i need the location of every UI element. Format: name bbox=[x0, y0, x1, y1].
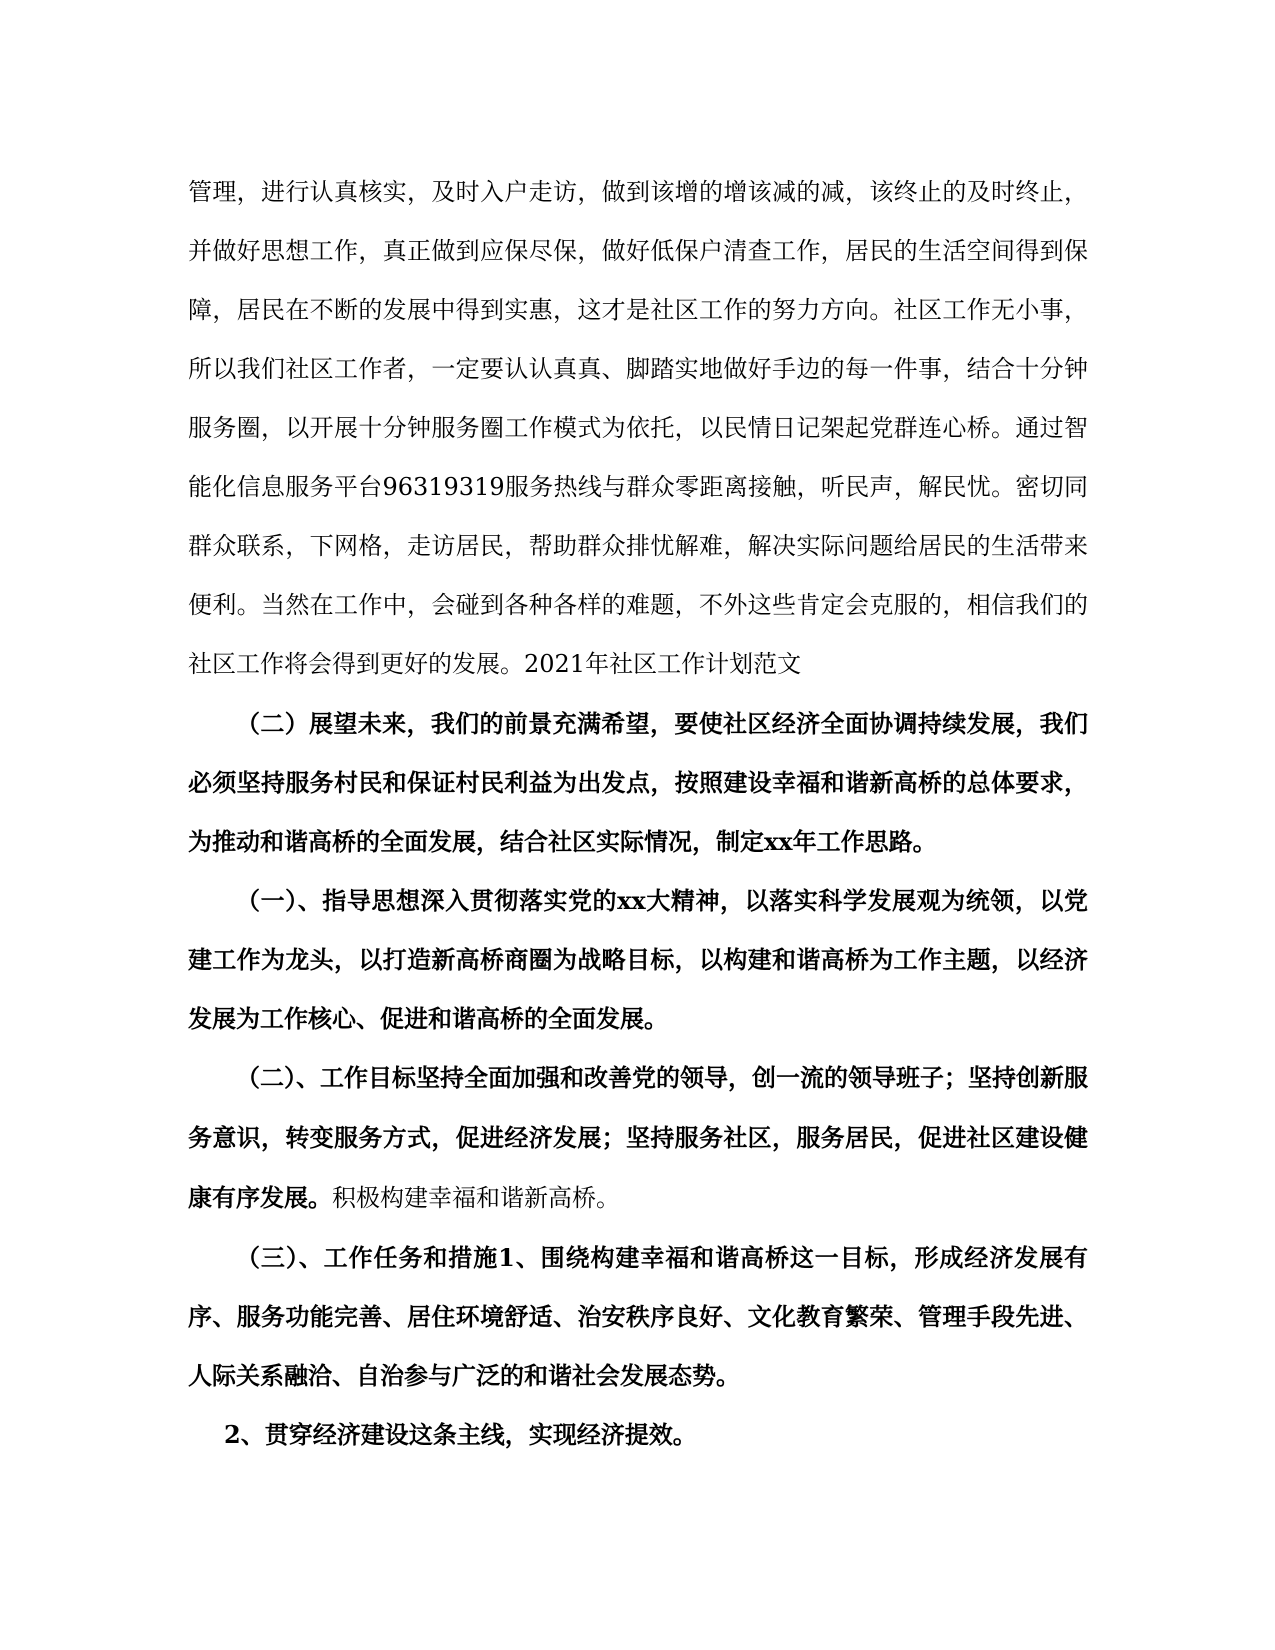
paragraph-work-goals bbox=[188, 1048, 1088, 1228]
work-goals-bold-text: （二）、工作目标坚持全面加强和改善党的领导，创一流的领导班子；坚持创新服务意识，转变服务方式，促进经济发展；坚持服务社区，服务居民，促进社区建设健康有序发展。 bbox=[188, 1063, 1088, 1212]
work-goals-normal-text: 积极构建幸福和谐新高桥。 bbox=[332, 1184, 620, 1212]
paragraph-economic-mainline: 2、贯穿经济建设这条主线，实现经济提效。 bbox=[224, 1420, 697, 1449]
document-body bbox=[188, 163, 1088, 1464]
paragraph-work-tasks: （三）、工作任务和措施1、围绕构建幸福和谐高桥这一目标，形成经济发展有序、服务功能完善、居住环境舒适、治安秩序良好、文化教育繁荣、管理手段先进、人际关系融洽、自治参与广泛的和谐社会发展态势。 bbox=[188, 1243, 1088, 1390]
paragraph-future-outlook: （二）展望未来，我们的前景充满希望，要使社区经济全面协调持续发展，我们必须坚持服务村民和保证村民利益为出发点，按照建设幸福和谐新高桥的总体要求，为推动和谐高桥的全面发展，结合社区实际情况，制定xx年工作思路。 bbox=[188, 709, 1088, 856]
paragraph-community-work-intro: 管理，进行认真核实，及时入户走访，做到该增的增该减的减，该终止的及时终止，并做好思想工作，真正做到应保尽保，做好低保户清查工作，居民的生活空间得到保障，居民在不断的发展中得到实惠，这才是社区工作的努力方向。社区工作无小事，所以我们社区工作者，一定要认认真真、脚踏实地做好手边的每一件事，结合十分钟服务圈，以开展十分钟服务圈工作模式为依托，以民情日记架起党群连心桥。通过智能化信息服务平台96319319服务热线与群众零距离接触，听民声，解民忧。密切同群众联系，下网格，走访居民，帮助群众排忧解难，解决实际问题给居民的生活带来便利。当然在工作中，会碰到各种各样的难题，不外这些肯定会克服的，相信我们的社区工作将会得到更好的发展。2021年社区工作计划范文 bbox=[188, 178, 1088, 678]
paragraph-guiding-ideology: （一）、指导思想深入贯彻落实党的xx大精神，以落实科学发展观为统领，以党建工作为龙头，以打造新高桥商圈为战略目标，以构建和谐高桥为工作主题，以经济发展为工作核心、促进和谐高桥的全面发展。 bbox=[188, 886, 1088, 1033]
